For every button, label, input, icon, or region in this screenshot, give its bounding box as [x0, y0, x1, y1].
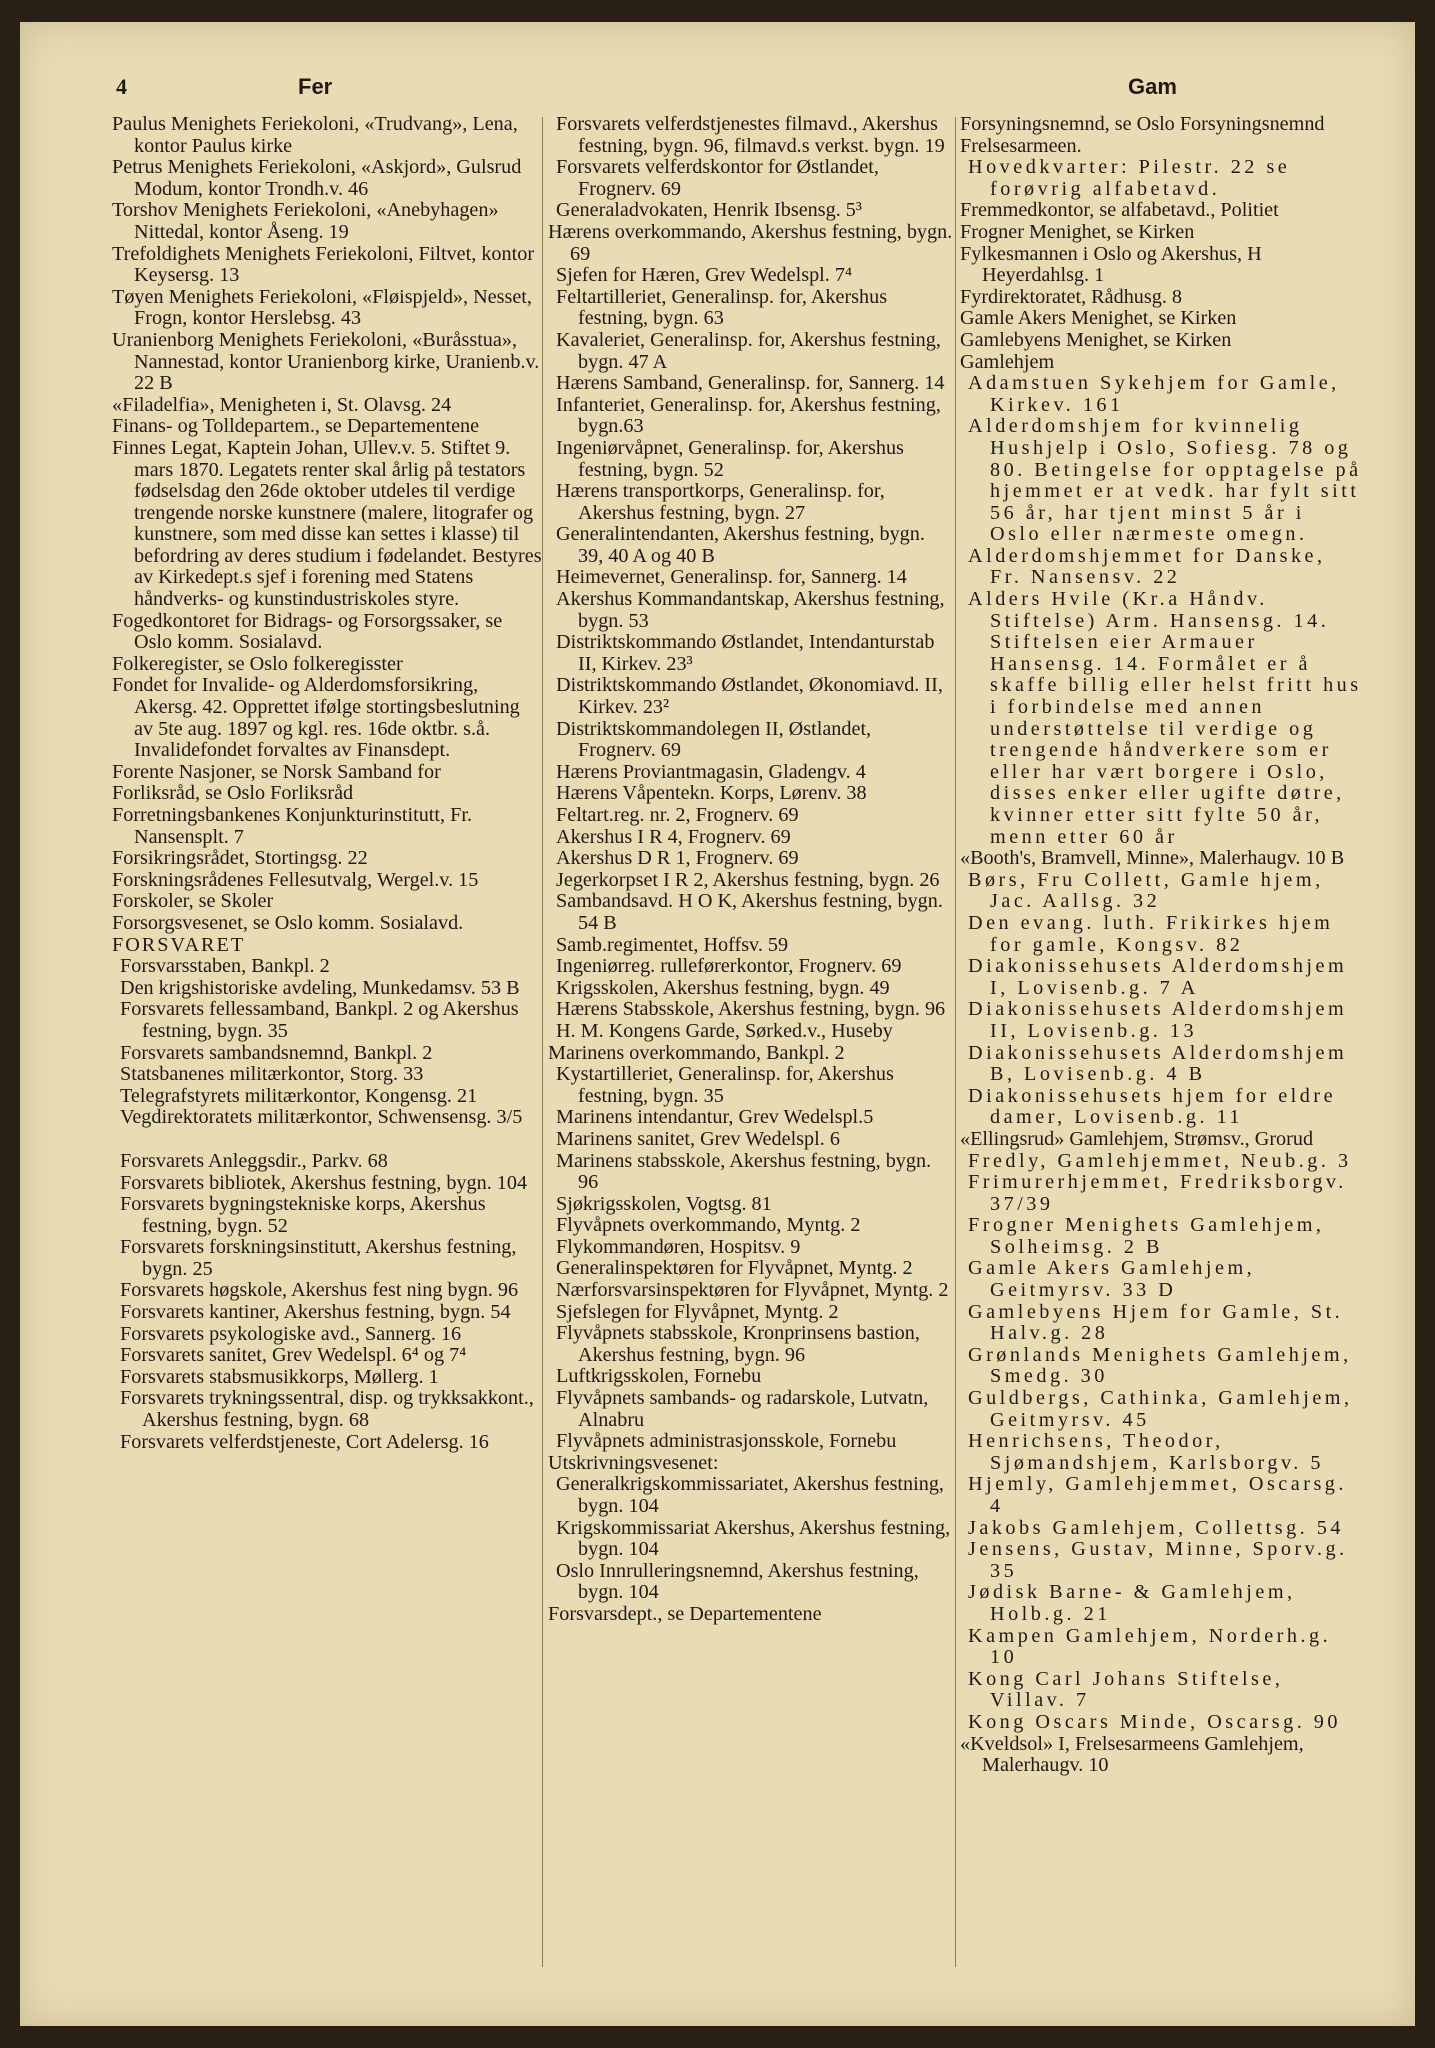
- directory-subentry: Forsvarets trykningssentral, disp. og trykksakkont., Akershus festning, bygn. 68: [120, 1387, 534, 1432]
- directory-subentry: Telegrafstyrets militærkontor, Kongensg. 21: [120, 1084, 478, 1107]
- directory-subentry: Diakonissehusets hjem for eldre damer, Lovisenb.g. 11: [968, 1084, 1337, 1129]
- directory-entry: Forskningsrådenes Fellesutvalg, Wergel.v. 15: [112, 868, 479, 891]
- directory-subentry: Luftkrigsskolen, Fornebu: [556, 1365, 762, 1388]
- directory-subentry: Grønlands Menighets Gamlehjem, Smedg. 30: [968, 1343, 1352, 1388]
- directory-subentry: Jødisk Barne- & Gamlehjem, Holb.g. 21: [968, 1581, 1296, 1625]
- directory-subentry: Forsvarets Anleggsdir., Parkv. 68: [120, 1149, 388, 1172]
- directory-subentry: Oslo Innrulleringsnemnd, Akershus festning, bygn. 104: [556, 1559, 919, 1604]
- directory-subentry: Børs, Fru Collett, Gamle hjem, Jac. Aallsg. 32: [968, 868, 1324, 913]
- directory-subentry: Kong Oscars Minde, Oscarsg. 90: [968, 1710, 1341, 1733]
- directory-subentry: Fredly, Gamlehjemmet, Neub.g. 3: [968, 1149, 1352, 1172]
- directory-subentry: Feltart.reg. nr. 2, Frognerv. 69: [556, 804, 799, 826]
- directory-subentry: Marinens sanitet, Grev Wedelspl. 6: [556, 1127, 840, 1150]
- directory-subentry: Alders Hvile (Kr.a Håndv. Stiftelse) Arm. Hansensg. 14. Stiftelsen eier Armauer Hansensg. 14. Formålet er å skaffe billig eller helst fritt hus i forbindelse med annen understøttelse til verdige og trengende håndverkere som er eller har vært borgere i Oslo, disses enker eller ugifte døtre, kvinner etter sitt fylte 50 år, menn etter 60 år: [968, 588, 1362, 848]
- directory-subentry: Den evang. luth. Frikirkes hjem for gamle, Kongsv. 82: [968, 911, 1334, 956]
- directory-entry: Fogedkontoret for Bidrags- og Forsorgssaker, se Oslo komm. Sosialavd.: [112, 609, 503, 654]
- directory-subentry: Krigsskolen, Akershus festning, bygn. 49: [556, 976, 890, 999]
- directory-entry: Gamlebyens Menighet, se Kirken: [960, 328, 1232, 351]
- directory-entry: Utskrivningsvesenet:: [548, 1451, 719, 1474]
- directory-subentry: Hærens Samband, Generalinsp. for, Sannerg. 14: [556, 372, 945, 395]
- directory-entry: Uranienborg Menighets Feriekoloni, «Buråsstua», Nannestad, kontor Uranienborg kirke, Uranienb.v. 22 B: [112, 328, 540, 395]
- directory-entry: Frelsesarmeen.: [960, 134, 1082, 157]
- directory-subentry: Alderdomshjemmet for Danske, Fr. Nansensv. 22: [968, 544, 1326, 589]
- directory-subentry: Heimevernet, Generalinsp. for, Sannerg. 14: [556, 566, 907, 589]
- directory-subentry: Frimurerhjemmet, Fredriksborgv. 37/39: [968, 1171, 1347, 1215]
- directory-subentry: Distriktskommandolegen II, Østlandet, Frognerv. 69: [556, 717, 872, 762]
- directory-entry: Gamle Akers Menighet, se Kirken: [960, 307, 1237, 330]
- directory-entry: «Ellingsrud» Gamlehjem, Strømsv., Grorud: [960, 1127, 1314, 1150]
- directory-subentry: Forsvarets bygningstekniske korps, Akershus festning, bygn. 52: [120, 1193, 486, 1237]
- directory-subentry: Generalintendanten, Akershus festning, bygn. 39, 40 A og 40 B: [556, 523, 925, 567]
- directory-subentry: Sambandsavd. H O K, Akershus festning, bygn. 54 B: [556, 890, 943, 934]
- column-1: [112, 114, 542, 1453]
- directory-subentry: Flyvåpnets administrasjonsskole, Fornebu: [556, 1430, 897, 1453]
- directory-entry: Fondet for Invalide- og Alderdomsforsikring, Akersg. 42. Opprettet ifølge stortingsbeslutning av 5te aug. 1897 og kgl. res. 16de oktbr. s.å. Invalidefondet forvaltes av Finansdept.: [112, 674, 520, 762]
- spacer: [112, 1129, 542, 1151]
- column-2: [548, 114, 953, 1626]
- directory-subentry: Distriktskommando Østlandet, Intendanturstab II, Kirkev. 23³: [556, 631, 935, 675]
- directory-subentry: Nærforsvarsinspektøren for Flyvåpnet, Myntg. 2: [556, 1279, 949, 1302]
- column-divider: [955, 117, 956, 1967]
- directory-subentry: Sjefslegen for Flyvåpnet, Myntg. 2: [556, 1300, 839, 1323]
- column-divider: [542, 117, 543, 1967]
- directory-subentry: Forsvarets velferdskontor for Østlandet, Frognerv. 69: [556, 156, 879, 200]
- directory-entry: Forsvarsdept., se Departementene: [548, 1602, 822, 1625]
- directory-subentry: Forsvarets psykologiske avd., Sannerg. 16: [120, 1322, 462, 1345]
- section-heading: FORSVARET: [112, 933, 246, 956]
- directory-subentry: Forsvarets fellessamband, Bankpl. 2 og Akershus festning, bygn. 35: [120, 998, 519, 1042]
- directory-entry: Finnes Legat, Kaptein Johan, Ullev.v. 5. Stiftet 9. mars 1870. Legatets renter skal årlig på testators fødselsdag den 26de oktober utdeles til verdige trengende norske kunstnere (malere, litografer og kunstnere, som med disse kan settes i klasse) til befordring av deres studium i fødelandet. Bestyres av Kirkedept.s sjef i forening med Statens håndverks- og kunstindustriskoles styre.: [112, 436, 542, 611]
- directory-subentry: Diakonissehusets Alderdomshjem B, Lovisenb.g. 4 B: [968, 1041, 1348, 1086]
- directory-entry: Fyrdirektoratet, Rådhusg. 8: [960, 285, 1183, 308]
- directory-subentry: Hjemly, Gamlehjemmet, Oscarsg. 4: [968, 1473, 1347, 1517]
- directory-subentry: Akershus Kommandantskap, Akershus festning, bygn. 53: [556, 588, 945, 632]
- directory-subentry: Gamle Akers Gamlehjem, Geitmyrsv. 33 D: [968, 1257, 1256, 1302]
- directory-subentry: Distriktskommando Østlandet, Økonomiavd. II, Kirkev. 23²: [556, 674, 943, 719]
- directory-subentry: Ingeniørvåpnet, Generalinsp. for, Akershus festning, bygn. 52: [556, 436, 904, 481]
- directory-entry: Forente Nasjoner, se Norsk Samband for: [112, 760, 441, 783]
- directory-subentry: Hærens Proviantmagasin, Gladengv. 4: [556, 760, 866, 783]
- directory-subentry: Forsvarets forskningsinstitutt, Akershus festning, bygn. 25: [120, 1236, 517, 1280]
- directory-entry: Forskoler, se Skoler: [112, 890, 274, 913]
- directory-entry: Marinens overkommando, Bankpl. 2: [548, 1041, 845, 1064]
- directory-entry: «Booth's, Bramvell, Minne», Malerhaugv. 10 B: [960, 847, 1345, 870]
- directory-subentry: Infanteriet, Generalinsp. for, Akershus festning, bygn.63: [556, 393, 941, 438]
- directory-entry: Fremmedkontor, se alfabetavd., Politiet: [960, 199, 1279, 222]
- directory-subentry: Forsvarsstaben, Bankpl. 2: [120, 955, 330, 978]
- directory-entry: Folkeregister, se Oslo folkeregisster: [112, 652, 403, 675]
- page-number: 4: [116, 74, 127, 99]
- directory-subentry: Hærens transportkorps, Generalinsp. for, Akershus festning, bygn. 27: [556, 480, 885, 524]
- directory-subentry: Jakobs Gamlehjem, Collettsg. 54: [968, 1516, 1344, 1539]
- directory-subentry: Forsvarets bibliotek, Akershus festning, bygn. 104: [120, 1171, 528, 1194]
- directory-entry: Gamlehjem: [960, 350, 1055, 373]
- directory-subentry: Sjefen for Hæren, Grev Wedelspl. 7⁴: [556, 264, 852, 287]
- directory-subentry: Flykommandøren, Hospitsv. 9: [556, 1235, 801, 1258]
- directory-entry: Trefoldighets Menighets Feriekoloni, Filtvet, kontor Keysersg. 13: [112, 242, 535, 287]
- directory-subentry: Guldbergs, Cathinka, Gamlehjem, Geitmyrsv. 45: [968, 1387, 1353, 1431]
- directory-subentry: Krigskommissariat Akershus, Akershus festning, bygn. 104: [556, 1516, 951, 1561]
- directory-subentry: Jegerkorpset I R 2, Akershus festning, bygn. 26: [556, 868, 940, 891]
- directory-subentry: Forsvarets sanitet, Grev Wedelspl. 6⁴ og 7⁴: [120, 1344, 467, 1367]
- directory-page: [20, 22, 1415, 2026]
- directory-entry: Paulus Menighets Feriekoloni, «Trudvang», Lena, kontor Paulus kirke: [112, 113, 518, 157]
- directory-subentry: Vegdirektoratets militærkontor, Schwensensg. 3/5: [120, 1106, 523, 1129]
- directory-subentry: Kavaleriet, Generalinsp. for, Akershus festning, bygn. 47 A: [556, 328, 941, 373]
- directory-subentry: Generalkrigskommissariatet, Akershus festning, bygn. 104: [556, 1473, 944, 1517]
- directory-entry: Forsikringsrådet, Stortingsg. 22: [112, 847, 368, 870]
- directory-subentry: Hovedkvarter: Pilestr. 22 se forøvrig alfabetavd.: [968, 156, 1291, 200]
- directory-entry: Tøyen Menighets Feriekoloni, «Fløispjeld», Nesset, Frogn, kontor Herslebsg. 43: [112, 285, 532, 330]
- directory-subentry: Forsvarets velferdstjenestes filmavd., Akershus festning, bygn. 96, filmavd.s verkst. bygn. 19: [556, 113, 945, 157]
- directory-entry: Frogner Menighet, se Kirken: [960, 220, 1195, 243]
- directory-subentry: Gamlebyens Hjem for Gamle, St. Halv.g. 28: [968, 1300, 1344, 1345]
- directory-entry: Forliksråd, se Oslo Forliksråd: [112, 782, 354, 805]
- directory-subentry: Adamstuen Sykehjem for Gamle, Kirkev. 161: [968, 372, 1340, 416]
- directory-subentry: Flyvåpnets sambands- og radarskole, Lutvatn, Alnabru: [556, 1387, 929, 1431]
- directory-subentry: Forsvarets velferdstjeneste, Cort Adelersg. 16: [120, 1430, 489, 1453]
- directory-entry: Forretningsbankenes Konjunkturinstitutt, Fr. Nansensplt. 7: [112, 804, 472, 848]
- directory-subentry: Den krigshistoriske avdeling, Munkedamsv. 53 B: [120, 976, 520, 999]
- directory-subentry: Kystartilleriet, Generalinsp. for, Akershus festning, bygn. 35: [556, 1063, 894, 1107]
- directory-subentry: Marinens stabsskole, Akershus festning, bygn. 96: [556, 1149, 932, 1194]
- directory-subentry: Marinens intendantur, Grev Wedelspl.5: [556, 1106, 874, 1129]
- directory-subentry: Ingeniørreg. rulleførerkontor, Frognerv. 69: [556, 955, 902, 978]
- directory-entry: Forsyningsnemnd, se Oslo Forsyningsnemnd: [960, 113, 1325, 135]
- directory-subentry: Generalinspektøren for Flyvåpnet, Myntg. 2: [556, 1257, 913, 1280]
- directory-entry: «Filadelfia», Menigheten i, St. Olavsg. 24: [112, 393, 452, 416]
- directory-entry: Hærens overkommando, Akershus festning, bygn. 69: [548, 220, 953, 265]
- directory-subentry: Diakonissehusets Alderdomshjem II, Lovisenb.g. 13: [968, 998, 1348, 1042]
- directory-subentry: Statsbanenes militærkontor, Storg. 33: [120, 1063, 424, 1086]
- directory-entry: Finans- og Tolldepartem., se Departementene: [112, 415, 480, 438]
- right-guide-word: Gam: [1128, 74, 1177, 99]
- directory-subentry: Samb.regimentet, Hoffsv. 59: [556, 933, 789, 956]
- directory-subentry: Flyvåpnets overkommando, Myntg. 2: [556, 1214, 861, 1237]
- directory-subentry: Hærens Stabsskole, Akershus festning, bygn. 96: [556, 998, 946, 1021]
- directory-entry: Forsorgsvesenet, se Oslo komm. Sosialavd.: [112, 911, 464, 934]
- directory-subentry: Henrichsens, Theodor, Sjømandshjem, Karlsborgv. 5: [968, 1430, 1324, 1474]
- directory-subentry: Forsvarets sambandsnemnd, Bankpl. 2: [120, 1041, 433, 1064]
- directory-subentry: Generaladvokaten, Henrik Ibsensg. 5³: [556, 199, 862, 222]
- directory-subentry: Akershus D R 1, Frognerv. 69: [556, 847, 799, 870]
- directory-entry: Fylkesmannen i Oslo og Akershus, H Heyerdahlsg. 1: [960, 242, 1262, 287]
- directory-subentry: Jensens, Gustav, Minne, Sporv.g. 35: [968, 1538, 1348, 1582]
- directory-subentry: Kong Carl Johans Stiftelse, Villav. 7: [968, 1667, 1284, 1712]
- directory-entry: «Kveldsol» I, Frelsesarmeens Gamlehjem, Malerhaugv. 10: [960, 1732, 1304, 1777]
- directory-subentry: Diakonissehusets Alderdomshjem I, Lovisenb.g. 7 A: [968, 955, 1348, 999]
- directory-subentry: Frogner Menighets Gamlehjem, Solheimsg. 2 B: [968, 1214, 1325, 1258]
- directory-subentry: Forsvarets kantiner, Akershus festning, bygn. 54: [120, 1301, 511, 1324]
- directory-subentry: Kampen Gamlehjem, Norderh.g. 10: [968, 1624, 1332, 1669]
- directory-entry: Petrus Menighets Feriekoloni, «Askjord», Gulsrud Modum, kontor Trondh.v. 46: [112, 156, 522, 200]
- directory-subentry: Akershus I R 4, Frognerv. 69: [556, 825, 791, 848]
- directory-subentry: Alderdomshjem for kvinnelig Hushjelp i Oslo, Sofiesg. 78 og 80. Betingelse for opptagelse på hjemmet er at vedk. har fylt sitt 56 år, har tjent minst 5 år i Oslo eller nærmeste omegn.: [968, 415, 1362, 546]
- directory-subentry: Forsvarets høgskole, Akershus fest ning bygn. 96: [120, 1279, 519, 1302]
- directory-subentry: Flyvåpnets stabsskole, Kronprinsens bastion, Akershus festning, bygn. 96: [556, 1322, 920, 1366]
- directory-entry: Torshov Menighets Feriekoloni, «Anebyhagen» Nittedal, kontor Åseng. 19: [112, 199, 499, 243]
- directory-subentry: Sjøkrigsskolen, Vogtsg. 81: [556, 1192, 772, 1215]
- directory-subentry: Feltartilleriet, Generalinsp. for, Akershus festning, bygn. 63: [556, 285, 888, 330]
- directory-subentry: Forsvarets stabsmusikkorps, Møllerg. 1: [120, 1365, 439, 1388]
- directory-subentry: H. M. Kongens Garde, Sørked.v., Huseby: [556, 1019, 893, 1042]
- left-guide-word: Fer: [298, 74, 333, 99]
- directory-subentry: Hærens Våpentekn. Korps, Lørenv. 38: [556, 782, 867, 805]
- column-3: [960, 114, 1365, 1777]
